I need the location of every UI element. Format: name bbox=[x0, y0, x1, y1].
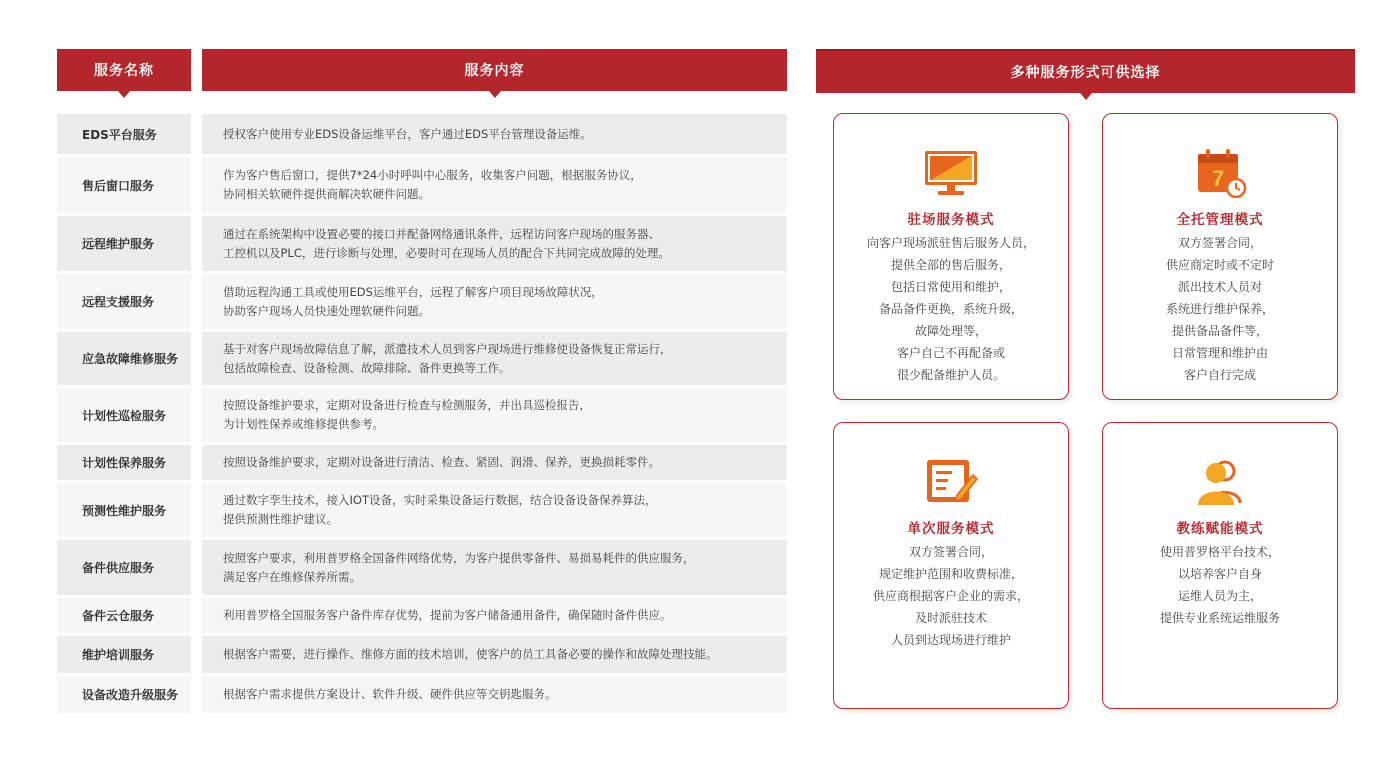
service-content-cell: 通过数字孪生技术，接入IOT设备，实时采集设备运行数据，结合设备设备保养算法， 提供预测性维护建议。 bbox=[202, 483, 787, 537]
service-name-cell: 备件供应服务 bbox=[57, 540, 191, 595]
service-content-cell: 授权客户使用专业EDS设备运维平台，客户通过EDS平台管理设备运维。 bbox=[202, 114, 787, 154]
service-name-cell: 远程支援服务 bbox=[57, 274, 191, 329]
service-name-cell: EDS平台服务 bbox=[57, 114, 191, 154]
card-title: 驻场服务模式 bbox=[907, 212, 995, 228]
service-name-cell: 设备改造升级服务 bbox=[57, 676, 191, 713]
service-content-cell: 通过在系统架构中设置必要的接口并配备网络通讯条件，远程访问客户现场的服务器、 工控机以及PLC，进行诊断与处理，必要时可在现场人员的配合下共同完成故障的处理。 bbox=[202, 216, 787, 271]
service-content-cell: 根据客户需求提供方案设计、软件升级、硬件供应等交钥匙服务。 bbox=[202, 676, 787, 713]
service-name-column bbox=[57, 114, 191, 716]
card-title: 全托管理模式 bbox=[1176, 212, 1264, 228]
card-description: 向客户现场派驻售后服务人员， 提供全部的售后服务， 包括日常使用和维护， 备品备件更换，系统升级， 故障处理等， 客户自己不再配备或 很少配备维护人员。 bbox=[866, 236, 1035, 382]
card-single-service-mode bbox=[833, 422, 1069, 709]
service-content-cell: 按照设备维护要求，定期对设备进行清洁、检查、紧固、润滑、保养，更换损耗零件。 bbox=[202, 445, 787, 480]
card-description: 双方签署合同， 规定维护范围和收费标准， 供应商根据客户企业的需求， 及时派驻技术 人员到达现场进行维护 bbox=[872, 545, 1029, 647]
card-coaching-mode bbox=[1102, 422, 1338, 709]
users-icon bbox=[1192, 457, 1248, 507]
card-title: 教练赋能模式 bbox=[1176, 521, 1264, 537]
monitor-icon bbox=[923, 148, 979, 198]
service-content-cell: 作为客户售后窗口，提供7*24小时呼叫中心服务，收集客户问题，根据服务协议， 协同相关软硬件提供商解决软硬件问题。 bbox=[202, 157, 787, 213]
service-content-cell: 按照客户要求，利用普罗格全国备件网络优势，为客户提供零备件、易损易耗件的供应服务， 满足客户在维修保养所需。 bbox=[202, 540, 787, 595]
service-name-cell: 应急故障维修服务 bbox=[57, 332, 191, 385]
document-edit-icon bbox=[923, 457, 979, 507]
service-content-cell: 借助远程沟通工具或使用EDS运维平台，远程了解客户项目现场故障状况， 协助客户现场人员快速处理软硬件问题。 bbox=[202, 274, 787, 329]
card-onsite-mode bbox=[833, 113, 1069, 400]
service-name-cell: 计划性保养服务 bbox=[57, 445, 191, 480]
service-content-cell: 根据客户需要，进行操作、维修方面的技术培训，使客户的员工具备必要的操作和故障处理技能。 bbox=[202, 636, 787, 673]
service-name-header: 服务名称 bbox=[57, 49, 191, 91]
service-content-column bbox=[202, 114, 787, 716]
service-content-cell: 按照设备维护要求，定期对设备进行检查与检测服务，并出具巡检报告， 为计划性保养或维修提供参考。 bbox=[202, 388, 787, 442]
service-content-header: 服务内容 bbox=[202, 49, 787, 91]
calendar-number: 7 bbox=[1212, 166, 1225, 191]
service-content-cell: 利用普罗格全国服务客户备件库存优势，提前为客户储备通用备件，确保随时备件供应。 bbox=[202, 598, 787, 633]
service-name-cell: 售后窗口服务 bbox=[57, 157, 191, 213]
card-description: 使用普罗格平台技术， 以培养客户自身 运维人员为主， 提供专业系统运维服务 bbox=[1159, 545, 1280, 625]
service-name-cell: 计划性巡检服务 bbox=[57, 388, 191, 442]
card-title: 单次服务模式 bbox=[907, 521, 995, 537]
calendar-icon bbox=[1192, 148, 1248, 198]
service-name-cell: 备件云仓服务 bbox=[57, 598, 191, 633]
service-name-cell: 预测性维护服务 bbox=[57, 483, 191, 537]
service-name-cell: 远程维护服务 bbox=[57, 216, 191, 271]
service-content-cell: 基于对客户现场故障信息了解，派遣技术人员到客户现场进行维修使设备恢复正常运行， 包括故障检查、设备检测、故障排除、备件更换等工作。 bbox=[202, 332, 787, 385]
service-forms-header: 多种服务形式可供选择 bbox=[816, 49, 1355, 93]
card-full-hosting-mode bbox=[1102, 113, 1338, 400]
service-name-cell: 维护培训服务 bbox=[57, 636, 191, 673]
card-description: 双方签署合同， 供应商定时或不定时 派出技术人员对 系统进行维护保养， 提供备品备件等， 日常管理和维护由 客户自行完成 bbox=[1165, 236, 1274, 382]
